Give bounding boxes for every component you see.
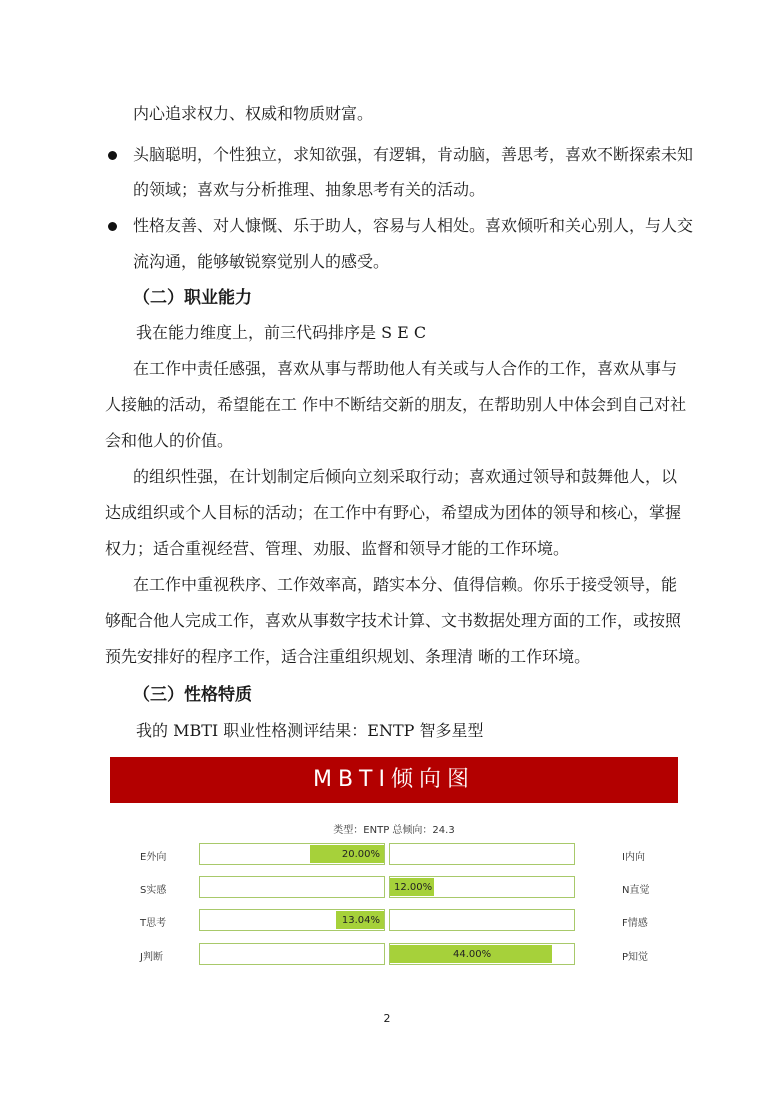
section-heading: （三）性格特质 (133, 685, 252, 705)
section-heading: （二）职业能力 (133, 288, 252, 308)
bullet-text: 的领域；喜欢与分析推理、抽象思考有关的活动。 (133, 180, 486, 199)
text-line: 内心追求权力、权威和物质财富。 (133, 104, 374, 123)
mbti-right-label: F情感 (622, 918, 648, 929)
mbti-row (110, 843, 678, 867)
mbti-track-left (199, 943, 385, 965)
mbti-track-left (199, 876, 385, 898)
mbti-left-label: J判断 (140, 952, 163, 963)
mbti-left-label: S实感 (140, 885, 167, 896)
text-line: 我的 MBTI 职业性格测评结果：ENTP 智多星型 (136, 721, 484, 740)
mbti-track-right (389, 943, 575, 965)
mbti-left-label: E外向 (140, 852, 167, 863)
paragraph-line: 在工作中责任感强，喜欢从事与帮助他人有关或与人合作的工作，喜欢从事与 (133, 359, 678, 378)
paragraph-line: 在工作中重视秩序、工作效率高，踏实本分、值得信赖。你乐于接受领导，能 (133, 575, 678, 594)
mbti-bar-value: 20.00% (341, 849, 380, 860)
bullet-text: 性格友善、对人慷慨、乐于助人，容易与人相处。喜欢倾听和关心别人，与人交 (133, 216, 694, 235)
mbti-track-right (389, 909, 575, 931)
mbti-bar-value: 12.00% (394, 882, 433, 893)
paragraph-line: 会和他人的价值。 (105, 431, 234, 450)
chart-title: MBTI倾向图 (110, 757, 678, 803)
chart-subtitle: 类型：ENTP 总倾向：24.3 (333, 825, 455, 836)
mbti-row (110, 876, 678, 900)
paragraph-line: 权力；适合重视经营、管理、劝服、监督和领导才能的工作环境。 (105, 539, 570, 558)
paragraph-line: 人接触的活动，希望能在工 作中不断结交新的朋友，在帮助别人中体会到自己对社 (105, 395, 687, 414)
mbti-track-left (199, 843, 385, 865)
text-line: 我在能力维度上，前三代码排序是 S E C (136, 323, 427, 342)
paragraph-line: 预先安排好的程序工作，适合注重组织规划、条理清 晰的工作环境。 (105, 647, 591, 666)
bullet-dot (108, 222, 117, 231)
mbti-track-left (199, 909, 385, 931)
bullet-dot (108, 151, 117, 160)
mbti-track-right (389, 876, 575, 898)
mbti-bar-value: 13.04% (341, 915, 380, 926)
mbti-track-right (389, 843, 575, 865)
mbti-row (110, 909, 678, 933)
bullet-text: 流沟通，能够敏锐察觉别人的感受。 (133, 252, 390, 271)
paragraph-line: 达成组织或个人目标的活动；在工作中有野心，希望成为团体的领导和核心，掌握 (105, 503, 682, 522)
mbti-right-label: P知觉 (622, 952, 649, 963)
mbti-row (110, 943, 678, 967)
mbti-right-label: N直觉 (622, 885, 650, 896)
paragraph-line: 的组织性强，在计划制定后倾向立刻采取行动；喜欢通过领导和鼓舞他人，以 (133, 467, 678, 486)
bullet-text: 头脑聪明，个性独立，求知欲强，有逻辑，肯动脑，善思考，喜欢不断探索未知 (133, 145, 694, 164)
mbti-bar-value: 44.00% (453, 949, 492, 960)
paragraph-line: 够配合他人完成工作，喜欢从事数字技术计算、文书数据处理方面的工作，或按照 (105, 611, 682, 630)
mbti-right-label: I内向 (622, 852, 645, 863)
mbti-left-label: T思考 (140, 918, 167, 929)
page-number: 2 (383, 1012, 391, 1025)
